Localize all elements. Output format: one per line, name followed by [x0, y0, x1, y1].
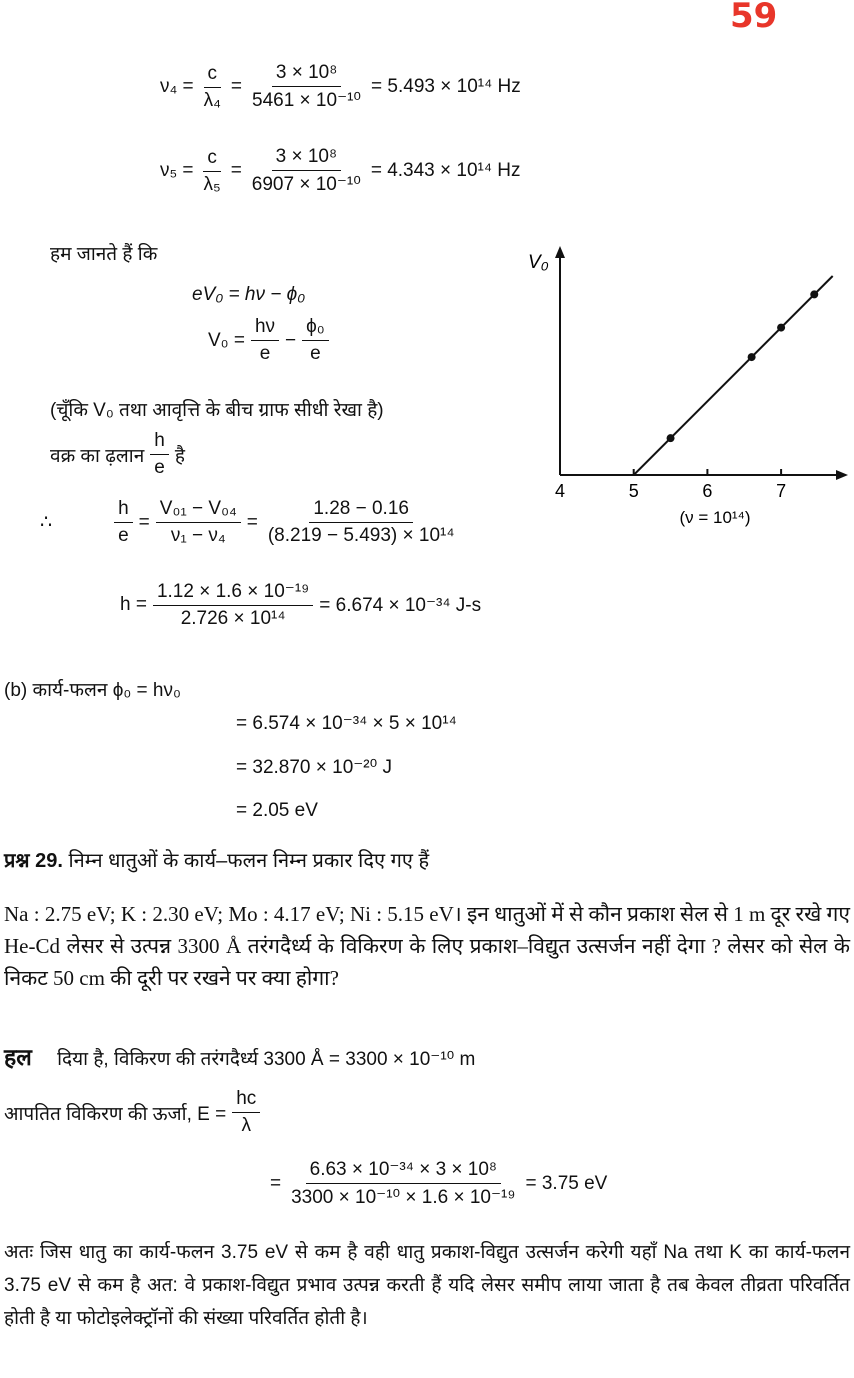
page-number: 59 — [730, 0, 778, 36]
part-b-step-2: = 32.870 × 10⁻²⁰ J — [236, 757, 393, 778]
therefore-sign: ∴ — [40, 512, 53, 533]
slope-label: वक्र का ढ़लान — [50, 445, 145, 467]
we-know-text: हम जानते हैं कि — [50, 244, 158, 265]
data-point — [810, 290, 818, 298]
energy-label: आपतित विकिरण की ऊर्जा, E = — [4, 1103, 227, 1125]
denominator: e — [259, 343, 271, 364]
part-b-step-1: = 6.574 × 10⁻³⁴ × 5 × 10¹⁴ — [236, 713, 457, 734]
eq-lhs: ν₅ = — [160, 160, 194, 181]
fit-line — [634, 276, 833, 475]
numerator: h — [150, 430, 169, 455]
denominator: λ₅ — [203, 173, 221, 195]
equation-h-over-e: ∴ $\frac{h}{e}$ = $\frac{\text{V₀₁ − V₀₄}}{\text{ν₁ − ν₄}}$ = $\frac{1.28 - 0.16}{\text{(8.219 − 5.493) × 10¹⁴}}$ — [40, 498, 463, 547]
numerator: hν — [251, 316, 279, 341]
denominator: 5461 × 10⁻¹⁰ — [252, 90, 362, 111]
x-axis-arrow-icon — [836, 470, 848, 480]
denominator: e — [154, 457, 165, 478]
equation-nu5: ν₅ = $\frac{c}{\text{λ₅}}$ = $\frac{\text{3 × 10⁸}}{\text{6907 × 10⁻¹⁰}}$ = 4.343 × 10¹⁴ Hz — [160, 146, 521, 195]
numerator: c — [203, 147, 221, 172]
eq-lhs: V₀ = — [208, 329, 245, 351]
given-text: दिया है, विकिरण की तरंगदैर्ध्य 3300 Å = 3300 × 10⁻¹⁰ m — [57, 1049, 476, 1070]
y-axis-arrow-icon — [555, 246, 565, 258]
denominator: e — [118, 525, 129, 546]
data-point — [667, 434, 675, 442]
x-tick-label: 5 — [628, 481, 639, 501]
eq-rhs: = 3.75 eV — [525, 1172, 608, 1194]
equation-ev0: eV₀ = hν − ϕ₀ — [192, 284, 306, 305]
denominator: λ₄ — [203, 89, 221, 111]
y-axis-label: V₀ — [528, 252, 549, 273]
solution-conclusion: अतः जिस धातु का कार्य-फलन 3.75 eV से कम है वही धातु प्रकाश-विद्युत उत्सर्जन करेगी यहाँ Na तथा K का कार्य-फलन 3.75 eV से कम है अत: वे प्रकाश-विद्युत प्रभाव उत्पन्न करती हैं यदि लेसर समीप लाया जाता है तब केवल तीव्रता परिवर्तित होती है या फोटोइलेक्ट्रॉनों की संख्या परिवर्तित होती है। — [4, 1242, 850, 1329]
denominator: e — [310, 343, 321, 364]
data-point — [748, 353, 756, 361]
denominator: 6907 × 10⁻¹⁰ — [251, 174, 361, 195]
denominator: λ — [241, 1115, 251, 1136]
x-axis-label: (ν = 10¹⁴) — [679, 508, 751, 527]
solution-label: हल — [4, 1044, 32, 1070]
eq-rhs: = 5.493 × 10¹⁴ Hz — [371, 76, 521, 97]
denominator: 3300 × 10⁻¹⁰ × 1.6 × 10⁻¹⁹ — [291, 1187, 516, 1208]
eq-rhs: = 4.343 × 10¹⁴ Hz — [370, 160, 521, 181]
equation-h — [120, 580, 481, 630]
numerator: 3 × 10⁸ — [272, 62, 341, 87]
x-tick-label: 7 — [776, 481, 787, 501]
denominator: ν₁ − ν₄ — [170, 525, 226, 546]
slope-text — [50, 430, 185, 479]
numerator: 6.63 × 10⁻³⁴ × 3 × 10⁸ — [306, 1158, 501, 1184]
numerator: 3 × 10⁸ — [272, 146, 341, 171]
numerator: h — [114, 498, 133, 523]
question-body: Na : 2.75 eV; K : 2.30 eV; Mo : 4.17 eV; Ni : 5.15 eV। इन धातुओं में से कौन प्रकाश सेल से 1 m दूर रखे गए He-Cd लेसर से उत्पन्न 3300 Å तरंगदैर्ध्य के विकिरण के लिए प्रकाश–विद्युत उत्सर्जन नहीं देगा ? लेसर को सेल के निकट 50 cm की दूरी पर रखने पर क्या होगा? — [4, 902, 850, 990]
energy-formula — [4, 1088, 264, 1137]
part-b-heading: (b) कार्य-फलन ϕ₀ = hν₀ — [4, 680, 181, 701]
x-tick-label: 6 — [702, 481, 713, 501]
straight-line-note: (चूँकि V₀ तथा आवृत्ति के बीच ग्राफ सीधी रेखा है) — [50, 400, 384, 421]
x-tick-label: 4 — [554, 481, 566, 501]
numerator: hc — [232, 1088, 260, 1113]
numerator: ϕ₀ — [302, 316, 329, 341]
solution-given — [4, 1040, 475, 1072]
part-b-step-3: = 2.05 eV — [236, 800, 318, 821]
equation-nu4: ν₄ = $\frac{c}{\text{λ₄}}$ = $\frac{\text{3 × 10⁸}}{\text{5461 × 10⁻¹⁰}}$ = 5.493 × 10¹⁴ Hz — [160, 62, 521, 111]
equals-sign: = — [270, 1172, 282, 1194]
denominator: 2.726 × 10¹⁴ — [180, 608, 286, 629]
numerator: 1.28 − 0.16 — [309, 498, 413, 523]
equation-v0 — [208, 316, 333, 365]
eq-lhs: h = — [120, 594, 147, 615]
energy-calculation — [270, 1158, 607, 1209]
v0-vs-frequency-graph — [520, 240, 854, 540]
minus-sign: − — [285, 329, 297, 351]
numerator: V₀₁ − V₀₄ — [156, 498, 241, 523]
eq-lhs: ν₄ = — [160, 76, 194, 97]
question-title: निम्न धातुओं के कार्य–फलन निम्न प्रकार दिए गए हैं — [68, 850, 430, 872]
data-point — [777, 324, 785, 332]
slope-suffix: है — [174, 445, 185, 467]
numerator: c — [204, 63, 222, 88]
numerator: 1.12 × 1.6 × 10⁻¹⁹ — [153, 580, 313, 606]
denominator: (8.219 − 5.493) × 10¹⁴ — [267, 525, 455, 546]
question-label: प्रश्न 29. — [4, 850, 63, 872]
eq-rhs: = 6.674 × 10⁻³⁴ J-s — [319, 594, 482, 616]
question-heading — [4, 846, 429, 873]
